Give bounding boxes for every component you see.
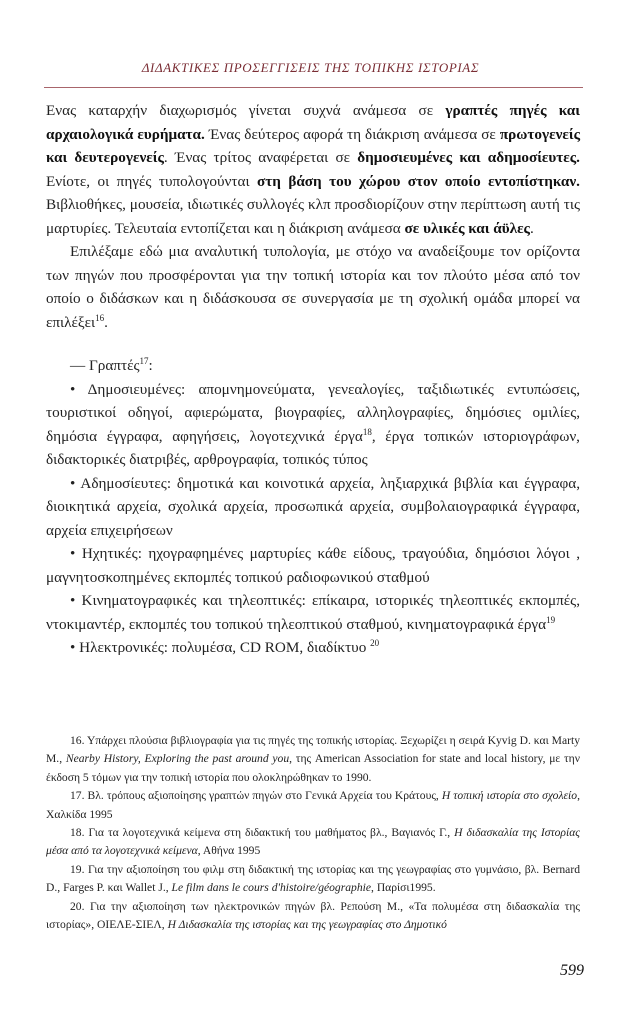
footnote-19: 19. Για την αξιοποίηση του φιλμ στη διδακτική της ιστορίας και της γεωγραφίας στο γυμνάσιο, βλ. Bernard D., Farges P. και Wallet J., Le film dans le cours d'histoire/géographie, Παρίσι1995.: [46, 862, 580, 895]
list-heading: — Γραπτές$^{17}$:: [70, 356, 153, 374]
list-item-published: • Δημοσιευμένες: απομνημονεύματα, γενεαλογίες, ταξιδιωτικές εντυπώσεις, τουριστικοί οδηγοί, αφιερώματα, βιογραφίες, αλληλογραφίες, δημόσιες ομιλίες, δημόσια έγγραφα, αφηγήσεις, λογοτεχνικά έργα$^{18}$, έργα τοπικών ιστοριογράφων, διδακτορικές διατριβές, αρθρογραφία, τοπικός τύπος: [46, 380, 580, 468]
footnote-16: 16. Υπάρχει πλούσια βιβλιογραφία για τις πηγές της τοπικής ιστορίας. Ξεχωρίζει η σειρά Kyvig D. και Marty M., Nearby History, Exploring the past around you, της American Association for state and local history, με την έκδοση 5 τόμων για την τοπική ιστορία που ολοκληρώθηκαν το 1990.: [46, 734, 580, 784]
term-material-immaterial: σε υλικές και άϋλες: [404, 219, 530, 237]
term-primary-secondary: πρωτογενείς και δευτερογενείς: [46, 125, 580, 166]
footnote-ref-16[interactable]: 16: [95, 312, 105, 323]
list-item-electronic: • Ηλεκτρονικές: πολυμέσα, CD ROM, διαδίκτυο $^{20}$: [70, 638, 380, 656]
running-header: ΔΙΔΑΚΤΙΚΕΣ ΠΡΟΣΕΓΓΙΣΕΙΣ ΤΗΣ ΤΟΠΙΚΗΣ ΙΣΤΟΡΙΑΣ: [141, 60, 480, 75]
list-item-audio: • Ηχητικές: ηχογραφημένες μαρτυρίες κάθε είδους, τραγούδια, δημόσιοι λόγοι , μαγνητοσκοπημένες εκπομπές τοπικού ραδιοφωνικού σταθμού: [46, 545, 580, 586]
paragraph-analytic-typology: Επιλέξαμε εδώ μια αναλυτική τυπολογία, με στόχο να αναδείξουμε τον ορίζοντα των πηγών που προσφέρονται για την τοπική ιστορία και τον πλούτο μέσα από τον οποίο ο διδάσκων και η διδάσκουσα σε συνεργασία με τη σχολική ομάδα μπορεί να επιλέξει$^{16}$.: [46, 243, 580, 331]
header-divider: [44, 87, 583, 88]
term-location-based: στη βάση του χώρου στον οποίο εντοπίστηκαν.: [256, 172, 580, 190]
footnote-18: 18. Για τα λογοτεχνικά κείμενα στη διδακτική του μαθήματος βλ., Βαγιανός Γ., Η διδασκαλία της Ιστορίας μέσα από τα λογοτεχνικά κείμενα, Αθήνα 1995: [46, 826, 580, 858]
list-item-unpublished: • Αδημοσίευτες: δημοτικά και κοινοτικά αρχεία, ληξιαρχικά βιβλία και έγγραφα, διοικητικά αρχεία, σχολικά αρχεία, προσωπικά αρχεία, συμβολαιογραφικά έγγραφα, αρχεία επιχειρήσεων: [46, 474, 580, 539]
footnote-ref-18[interactable]: 18: [362, 426, 372, 437]
footnote-ref-20[interactable]: 20: [370, 638, 380, 648]
term-published-unpublished: δημοσιευμένες και αδημοσίευτες.: [357, 149, 580, 166]
term-written-archaeological: γραπτές πηγές και αρχαιολογικά ευρήματα.: [46, 102, 580, 143]
footnote-ref-19[interactable]: 19: [546, 614, 556, 625]
footnote-17: 17. Βλ. τρόπους αξιοποίησης γραπτών πηγών στο Γενικά Αρχεία του Κράτους, Η τοπική ιστορία στο σχολείο, Χαλκίδα 1995: [46, 789, 580, 821]
footnotes: [46, 732, 580, 934]
footnote-ref-17[interactable]: 17: [139, 356, 149, 366]
page-number: 599: [560, 962, 584, 979]
main-text: [46, 99, 580, 660]
footnote-20: 20. Για την αξιοποίηση των ηλεκτρονικών πηγών βλ. Ρεπούση Μ., «Τα πολυμέσα στη διδασκαλία της ιστορίας», ΟΙΕΛΕ-ΣΙΕΛ, Η Διδασκαλία της ιστορίας και της γεωγραφίας στο Δημοτικό: [46, 899, 580, 932]
list-item-film-tv: • Κινηματογραφικές και τηλεοπτικές: επίκαιρα, ιστορικές τηλεοπτικές εκπομπές, ντοκιμαντέρ, εκπομπές του τοπικού τηλεοπτικού σταθμού, κινηματογραφικά έργα$^{19}$: [46, 592, 580, 633]
paragraph-source-typology: Ενας καταρχήν διαχωρισμός γίνεται συχνά ανάμεσα σε γραπτές πηγές και αρχαιολογικά ευρήματα. Ένας δεύτερος αφορά τη διάκριση ανάμεσα σε πρωτογενείς και δευτερογενείς. Ένας τρίτος αναφέρεται σε δημοσιευμένες και αδημοσίευτες. Ενίοτε, οι πηγές τυπολογούνται στη βάση του χώρου στον οποίο εντοπίστηκαν. Βιβλιοθήκες, μουσεία, ιδιωτικές συλλογές κλπ προσδιορίζουν στην περίπτωση αυτή τις μαρτυρίες. Τελευταία εντοπίζεται και η διάκριση ανάμεσα σε υλικές και άϋλες.: [46, 102, 580, 237]
